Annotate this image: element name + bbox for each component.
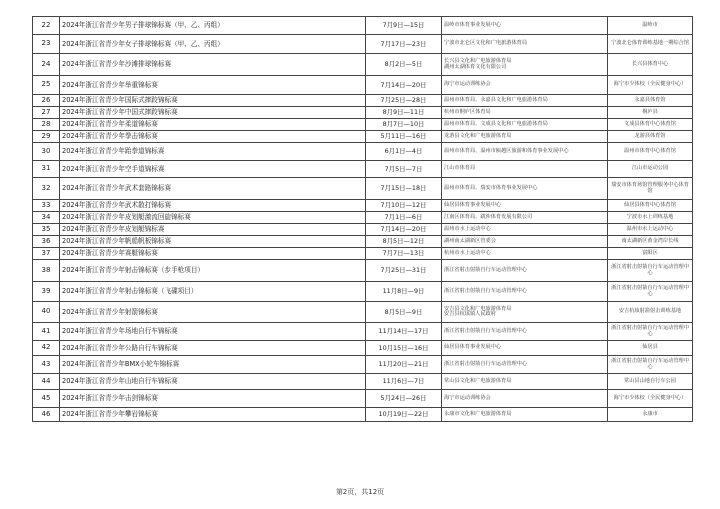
event-date-cell: 8月2日—5日 [366, 54, 442, 76]
table-row [33, 131, 693, 143]
event-date-cell: 7月14日—20日 [366, 224, 442, 236]
row-number-cell: 29 [33, 131, 60, 143]
table-row [33, 35, 693, 54]
event-date-cell: 11月14日—17日 [366, 323, 442, 341]
table-row [33, 341, 693, 356]
table-row [33, 374, 693, 390]
table-row [33, 119, 693, 131]
event-name-cell: 2024年浙江省青少年击剑锦标赛 [60, 390, 366, 408]
venue-cell: 温州市体育中心体育馆 [608, 143, 693, 161]
event-name-cell: 2024年浙江省青少年射击锦标赛（飞碟项目） [60, 282, 366, 302]
organizer-cell: 海宁市运动训练协会 [442, 76, 608, 95]
event-date-cell: 7月25日—31日 [366, 260, 442, 282]
event-date-cell: 10月19日—22日 [366, 408, 442, 422]
event-date-cell: 7月5日—7日 [366, 161, 442, 178]
event-name-cell: 2024年浙江省青少年射击锦标赛（步手枪项目） [60, 260, 366, 282]
row-number-cell: 44 [33, 374, 60, 390]
event-name-cell: 2024年浙江省青少年拳击锦标赛 [60, 131, 366, 143]
event-date-cell: 5月11日—16日 [366, 131, 442, 143]
organizer-cell: 长兴县文化和广电旅游体育局 湖州太湖体育文化有限公司 [442, 54, 608, 76]
event-name-cell: 2024年浙江省青少年跆拳道锦标赛 [60, 143, 366, 161]
venue-cell: 瑞安市体育场馆管理服务中心体育馆 [608, 178, 693, 200]
venue-cell: 海宁市少体校（全民健身中心） [608, 76, 693, 95]
venue-cell: 长兴县体育中心 [608, 54, 693, 76]
venue-cell: 仙居县 [608, 341, 693, 356]
event-name-cell: 2024年浙江省青少年公路自行车锦标赛 [60, 341, 366, 356]
event-date-cell: 7月9日—15日 [366, 17, 442, 35]
venue-cell: 宁波北仑体育训练基地一期综合馆 [608, 35, 693, 54]
table-row [33, 178, 693, 200]
row-number-cell: 45 [33, 390, 60, 408]
row-number-cell: 37 [33, 248, 60, 260]
organizer-cell: 仙居县体育事业发展中心 [442, 341, 608, 356]
organizer-cell: 温岭市体育事业发展中心 [442, 17, 608, 35]
venue-cell: 富阳区 [608, 248, 693, 260]
organizer-cell: 江山市体育局 [442, 161, 608, 178]
venue-cell: 常山县山地自行车公园 [608, 374, 693, 390]
table-row [33, 212, 693, 224]
organizer-cell: 常山县文化和广电旅游体育局 [442, 374, 608, 390]
venue-cell: 龙游县体育馆 [608, 131, 693, 143]
row-number-cell: 24 [33, 54, 60, 76]
schedule-table [32, 16, 693, 422]
venue-cell: 温岭市 [608, 17, 693, 35]
organizer-cell: 温州市体育局、温州市瓯越区旅游和体育事业发展中心 [442, 143, 608, 161]
event-name-cell: 2024年浙江省青少年女子排球锦标赛（甲、乙、丙组） [60, 35, 366, 54]
row-number-cell: 39 [33, 282, 60, 302]
event-name-cell: 2024年浙江省青少年举重锦标赛 [60, 76, 366, 95]
event-name-cell: 2024年浙江省青少年场地自行车锦标赛 [60, 323, 366, 341]
organizer-cell: 浙江省射击射箭自行车运动管理中心 [442, 356, 608, 374]
table-row [33, 95, 693, 107]
event-name-cell: 2024年浙江省青少年赛艇锦标赛 [60, 248, 366, 260]
page-footer: 第2页，共12页 [335, 488, 385, 496]
table-row [33, 54, 693, 76]
venue-cell: 江山市运动公园 [608, 161, 693, 178]
schedule-table-body [33, 17, 693, 422]
venue-cell: 南太湖新区黄金湾岸长线 [608, 236, 693, 248]
organizer-cell: 温州市体育局、文成县文化和广电旅游体育局 [442, 119, 608, 131]
table-row [33, 200, 693, 212]
organizer-cell: 湖州南太湖新区管委会 [442, 236, 608, 248]
event-date-cell: 8月5日—12日 [366, 236, 442, 248]
event-date-cell: 8月9日—11日 [366, 107, 442, 119]
organizer-cell: 江南区体育局、跋涉体育发展有限公司 [442, 212, 608, 224]
event-name-cell: 2024年浙江省青少年射箭锦标赛 [60, 302, 366, 323]
row-number-cell: 42 [33, 341, 60, 356]
organizer-cell: 浙江省射击射箭自行车运动管理中心 [442, 260, 608, 282]
row-number-cell: 30 [33, 143, 60, 161]
event-date-cell: 6月1日—4日 [366, 143, 442, 161]
organizer-cell: 温州市体育局、瑞安市体育事业发展中心 [442, 178, 608, 200]
row-number-cell: 23 [33, 35, 60, 54]
row-number-cell: 25 [33, 76, 60, 95]
table-row [33, 107, 693, 119]
venue-cell: 宁波市水上训练基地 [608, 212, 693, 224]
table-row [33, 236, 693, 248]
event-date-cell: 7月10日—12日 [366, 200, 442, 212]
row-number-cell: 31 [33, 161, 60, 178]
organizer-cell: 宁波市北仑区文化和广电旅游体育局 [442, 35, 608, 54]
row-number-cell: 28 [33, 119, 60, 131]
event-name-cell: 2024年浙江省青少年帆船帆板锦标赛 [60, 236, 366, 248]
table-row [33, 248, 693, 260]
row-number-cell: 34 [33, 212, 60, 224]
organizer-cell: 龙游县文化和广电旅游体育局 [442, 131, 608, 143]
table-row [33, 17, 693, 35]
event-name-cell: 2024年浙江省青少年中国式摔跤锦标赛 [60, 107, 366, 119]
event-name-cell: 2024年浙江省青少年男子排球锦标赛（甲、乙、丙组） [60, 17, 366, 35]
row-number-cell: 27 [33, 107, 60, 119]
table-row [33, 143, 693, 161]
organizer-cell: 浙江省射击射箭自行车运动管理中心 [442, 323, 608, 341]
event-name-cell: 2024年浙江省青少年国际式摔跤锦标赛 [60, 95, 366, 107]
organizer-cell: 温州市水上运动中心 [442, 224, 608, 236]
table-row [33, 356, 693, 374]
venue-cell: 海宁市少体校（全民健身中心） [608, 390, 693, 408]
event-date-cell: 11月20日—21日 [366, 356, 442, 374]
row-number-cell: 35 [33, 224, 60, 236]
event-name-cell: 2024年浙江省青少年皮划艇锦标赛 [60, 224, 366, 236]
event-date-cell: 7月1日—6日 [366, 212, 442, 224]
table-row [33, 260, 693, 282]
organizer-cell: 海宁市运动训练协会 [442, 390, 608, 408]
organizer-cell: 杭州市水上运动中心 [442, 248, 608, 260]
organizer-cell: 杭州市桐庐区体育局 [442, 107, 608, 119]
event-date-cell: 11月6日—7日 [366, 374, 442, 390]
venue-cell: 永嘉县体育馆 [608, 95, 693, 107]
event-name-cell: 2024年浙江省青少年攀岩锦标赛 [60, 408, 366, 422]
event-name-cell: 2024年浙江省青少年皮划艇激流回旋锦标赛 [60, 212, 366, 224]
event-name-cell: 2024年浙江省青少年武术散打锦标赛 [60, 200, 366, 212]
venue-cell: 浙江省射击射箭自行车运动管理中心 [608, 282, 693, 302]
row-number-cell: 32 [33, 178, 60, 200]
table-row [33, 323, 693, 341]
event-date-cell: 7月7日—13日 [366, 248, 442, 260]
event-date-cell: 5月24日—26日 [366, 390, 442, 408]
event-date-cell: 7月14日—20日 [366, 76, 442, 95]
table-row [33, 408, 693, 422]
event-date-cell: 7月17日—23日 [366, 35, 442, 54]
organizer-cell: 安吉县文化和广电旅游体育局 安吉县杭垓镇人民政府 [442, 302, 608, 323]
row-number-cell: 38 [33, 260, 60, 282]
event-name-cell: 2024年浙江省青少年山地自行车锦标赛 [60, 374, 366, 390]
table-row [33, 161, 693, 178]
row-number-cell: 40 [33, 302, 60, 323]
venue-cell: 桐庐县 [608, 107, 693, 119]
venue-cell: 浙江省射击射箭自行车运动管理中心 [608, 323, 693, 341]
event-date-cell: 8月5日—9日 [366, 302, 442, 323]
event-date-cell: 11月8日—9日 [366, 282, 442, 302]
venue-cell: 安吉杭垓射箭射击训练基地 [608, 302, 693, 323]
venue-cell: 文成县体育中心体育馆 [608, 119, 693, 131]
event-name-cell: 2024年浙江省青少年BMX小轮车锦标赛 [60, 356, 366, 374]
row-number-cell: 41 [33, 323, 60, 341]
row-number-cell: 43 [33, 356, 60, 374]
event-name-cell: 2024年浙江省青少年武术套路锦标赛 [60, 178, 366, 200]
row-number-cell: 26 [33, 95, 60, 107]
event-name-cell: 2024年浙江省青少年沙滩排球锦标赛 [60, 54, 366, 76]
venue-cell: 永康市 [608, 408, 693, 422]
organizer-cell: 浙江省射击射箭自行车运动管理中心 [442, 282, 608, 302]
venue-cell: 温州市水上运动中心 [608, 224, 693, 236]
table-row [33, 224, 693, 236]
organizer-cell: 温州市体育局、永嘉县文化和广电旅游体育局 [442, 95, 608, 107]
event-date-cell: 7月15日—18日 [366, 178, 442, 200]
table-row [33, 282, 693, 302]
venue-cell: 仙居县体育中心体育馆 [608, 200, 693, 212]
table-row [33, 390, 693, 408]
table-row [33, 76, 693, 95]
event-name-cell: 2024年浙江省青少年柔道锦标赛 [60, 119, 366, 131]
event-name-cell: 2024年浙江省青少年空手道锦标赛 [60, 161, 366, 178]
table-row [33, 302, 693, 323]
event-date-cell: 10月15日—16日 [366, 341, 442, 356]
organizer-cell: 永康市文化和广电旅游体育局 [442, 408, 608, 422]
event-date-cell: 7月25日—28日 [366, 95, 442, 107]
organizer-cell: 仙居县体育事业发展中心 [442, 200, 608, 212]
venue-cell: 浙江省射击射箭自行车运动管理中心 [608, 356, 693, 374]
venue-cell: 浙江省射击射箭自行车运动管理中心 [608, 260, 693, 282]
row-number-cell: 36 [33, 236, 60, 248]
row-number-cell: 22 [33, 17, 60, 35]
row-number-cell: 33 [33, 200, 60, 212]
event-date-cell: 8月7日—10日 [366, 119, 442, 131]
row-number-cell: 46 [33, 408, 60, 422]
